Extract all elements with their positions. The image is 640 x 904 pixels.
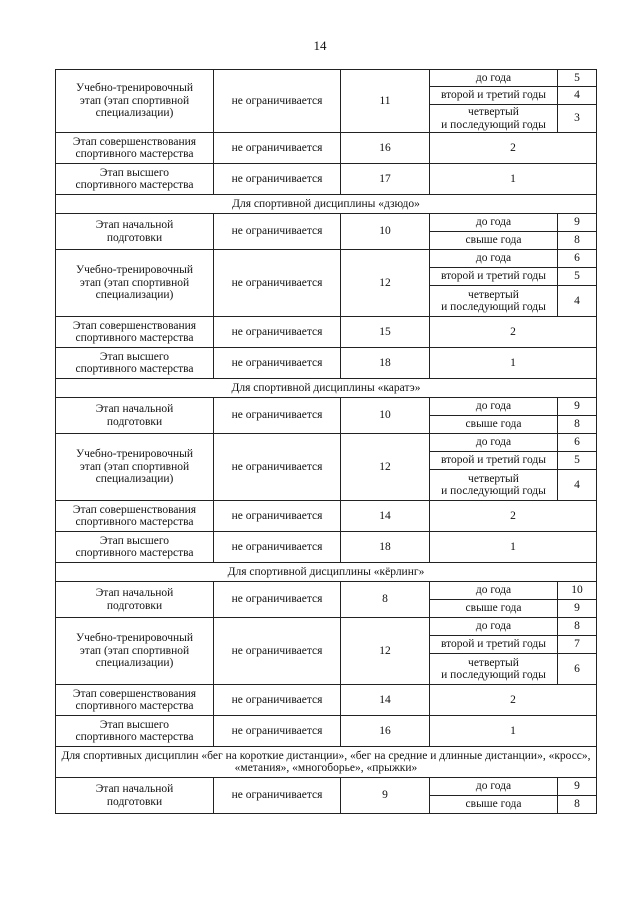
stage-name-cell: Учебно-тренировочный этап (этап спортивной специализации) (56, 618, 214, 685)
count-cell: 9 (558, 778, 597, 796)
age-cell: 14 (341, 501, 430, 532)
count-cell: 8 (558, 618, 597, 636)
limit-cell: не ограничивается (214, 250, 341, 317)
year-label-cell: до года (430, 778, 558, 796)
year-label-cell: свыше года (430, 600, 558, 618)
table-row (56, 317, 597, 348)
table-row (56, 434, 597, 452)
year-label-cell: четвертый и последующий годы (430, 470, 558, 501)
limit-cell: не ограничивается (214, 685, 341, 716)
limit-cell: не ограничивается (214, 398, 341, 434)
limit-cell: не ограничивается (214, 501, 341, 532)
table-row (56, 250, 597, 268)
count-cell: 4 (558, 286, 597, 317)
limit-cell: не ограничивается (214, 133, 341, 164)
section-header-row (56, 195, 597, 214)
count-cell: 6 (558, 654, 597, 685)
count-cell: 2 (430, 501, 597, 532)
limit-cell: не ограничивается (214, 618, 341, 685)
count-cell: 5 (558, 70, 597, 87)
stage-name-cell: Этап совершенствования спортивного мастерства (56, 133, 214, 164)
count-cell: 9 (558, 600, 597, 618)
year-label-cell: до года (430, 250, 558, 268)
year-label-cell: второй и третий годы (430, 636, 558, 654)
stage-name-cell: Учебно-тренировочный этап (этап спортивной специализации) (56, 250, 214, 317)
section-title: Для спортивной дисциплины «каратэ» (56, 379, 597, 398)
year-label-cell: до года (430, 214, 558, 232)
count-cell: 1 (430, 716, 597, 747)
table-row (56, 70, 597, 87)
count-cell: 4 (558, 87, 597, 105)
year-label-cell: второй и третий годы (430, 452, 558, 470)
year-label-cell: до года (430, 398, 558, 416)
year-label-cell: свыше года (430, 416, 558, 434)
count-cell: 5 (558, 268, 597, 286)
year-label-cell: до года (430, 582, 558, 600)
age-cell: 10 (341, 214, 430, 250)
age-cell: 12 (341, 250, 430, 317)
year-label-cell: четвертый и последующий годы (430, 105, 558, 133)
limit-cell: не ограничивается (214, 434, 341, 501)
count-cell: 2 (430, 317, 597, 348)
stage-name-cell: Этап начальной подготовки (56, 214, 214, 250)
table-row (56, 618, 597, 636)
section-header-row (56, 379, 597, 398)
age-cell: 18 (341, 348, 430, 379)
year-label-cell: четвертый и последующий годы (430, 286, 558, 317)
table-row (56, 164, 597, 195)
stage-name-cell: Этап начальной подготовки (56, 778, 214, 814)
table-row (56, 582, 597, 600)
age-cell: 12 (341, 434, 430, 501)
section-header-row (56, 563, 597, 582)
stage-name-cell: Этап начальной подготовки (56, 582, 214, 618)
table-row (56, 532, 597, 563)
year-label-cell: до года (430, 618, 558, 636)
year-label-cell: четвертый и последующий годы (430, 654, 558, 685)
count-cell: 8 (558, 796, 597, 814)
age-cell: 14 (341, 685, 430, 716)
count-cell: 9 (558, 214, 597, 232)
age-cell: 9 (341, 778, 430, 814)
limit-cell: не ограничивается (214, 164, 341, 195)
table-row (56, 778, 597, 796)
section-title: Для спортивной дисциплины «кёрлинг» (56, 563, 597, 582)
table-row (56, 348, 597, 379)
table-row (56, 685, 597, 716)
year-label-cell: свыше года (430, 796, 558, 814)
count-cell: 4 (558, 470, 597, 501)
stage-name-cell: Этап совершенствования спортивного мастерства (56, 317, 214, 348)
age-cell: 18 (341, 532, 430, 563)
count-cell: 10 (558, 582, 597, 600)
limit-cell: не ограничивается (214, 582, 341, 618)
age-cell: 10 (341, 398, 430, 434)
limit-cell: не ограничивается (214, 778, 341, 814)
age-cell: 12 (341, 618, 430, 685)
count-cell: 5 (558, 452, 597, 470)
age-cell: 16 (341, 133, 430, 164)
stage-name-cell: Этап совершенствования спортивного мастерства (56, 501, 214, 532)
count-cell: 2 (430, 133, 597, 164)
age-cell: 8 (341, 582, 430, 618)
limit-cell: не ограничивается (214, 317, 341, 348)
count-cell: 8 (558, 232, 597, 250)
table-row (56, 398, 597, 416)
stage-name-cell: Этап высшего спортивного мастерства (56, 348, 214, 379)
count-cell: 6 (558, 434, 597, 452)
limit-cell: не ограничивается (214, 532, 341, 563)
section-title: Для спортивных дисциплин «бег на короткие дистанции», «бег на средние и длинные дистанции», «кросс», «метания», «многоборье», «прыжки» (56, 747, 597, 778)
stage-name-cell: Учебно-тренировочный этап (этап спортивной специализации) (56, 70, 214, 133)
year-label-cell: второй и третий годы (430, 87, 558, 105)
stage-name-cell: Этап высшего спортивного мастерства (56, 716, 214, 747)
limit-cell: не ограничивается (214, 214, 341, 250)
year-label-cell: второй и третий годы (430, 268, 558, 286)
table-row (56, 501, 597, 532)
age-cell: 17 (341, 164, 430, 195)
limit-cell: не ограничивается (214, 348, 341, 379)
count-cell: 1 (430, 164, 597, 195)
stage-name-cell: Этап высшего спортивного мастерства (56, 532, 214, 563)
year-label-cell: свыше года (430, 232, 558, 250)
table-row (56, 716, 597, 747)
stage-name-cell: Этап высшего спортивного мастерства (56, 164, 214, 195)
count-cell: 1 (430, 532, 597, 563)
section-header-row (56, 747, 597, 778)
count-cell: 9 (558, 398, 597, 416)
stage-name-cell: Этап начальной подготовки (56, 398, 214, 434)
stage-name-cell: Учебно-тренировочный этап (этап спортивной специализации) (56, 434, 214, 501)
count-cell: 6 (558, 250, 597, 268)
stage-name-cell: Этап совершенствования спортивного мастерства (56, 685, 214, 716)
year-label-cell: до года (430, 70, 558, 87)
age-cell: 15 (341, 317, 430, 348)
page-number: 14 (313, 38, 327, 53)
section-title: Для спортивной дисциплины «дзюдо» (56, 195, 597, 214)
table-row (56, 133, 597, 164)
count-cell: 2 (430, 685, 597, 716)
table-row (56, 214, 597, 232)
year-label-cell: до года (430, 434, 558, 452)
count-cell: 7 (558, 636, 597, 654)
training-stages-table (55, 69, 597, 814)
age-cell: 11 (341, 70, 430, 133)
age-cell: 16 (341, 716, 430, 747)
count-cell: 1 (430, 348, 597, 379)
count-cell: 8 (558, 416, 597, 434)
count-cell: 3 (558, 105, 597, 133)
limit-cell: не ограничивается (214, 70, 341, 133)
limit-cell: не ограничивается (214, 716, 341, 747)
